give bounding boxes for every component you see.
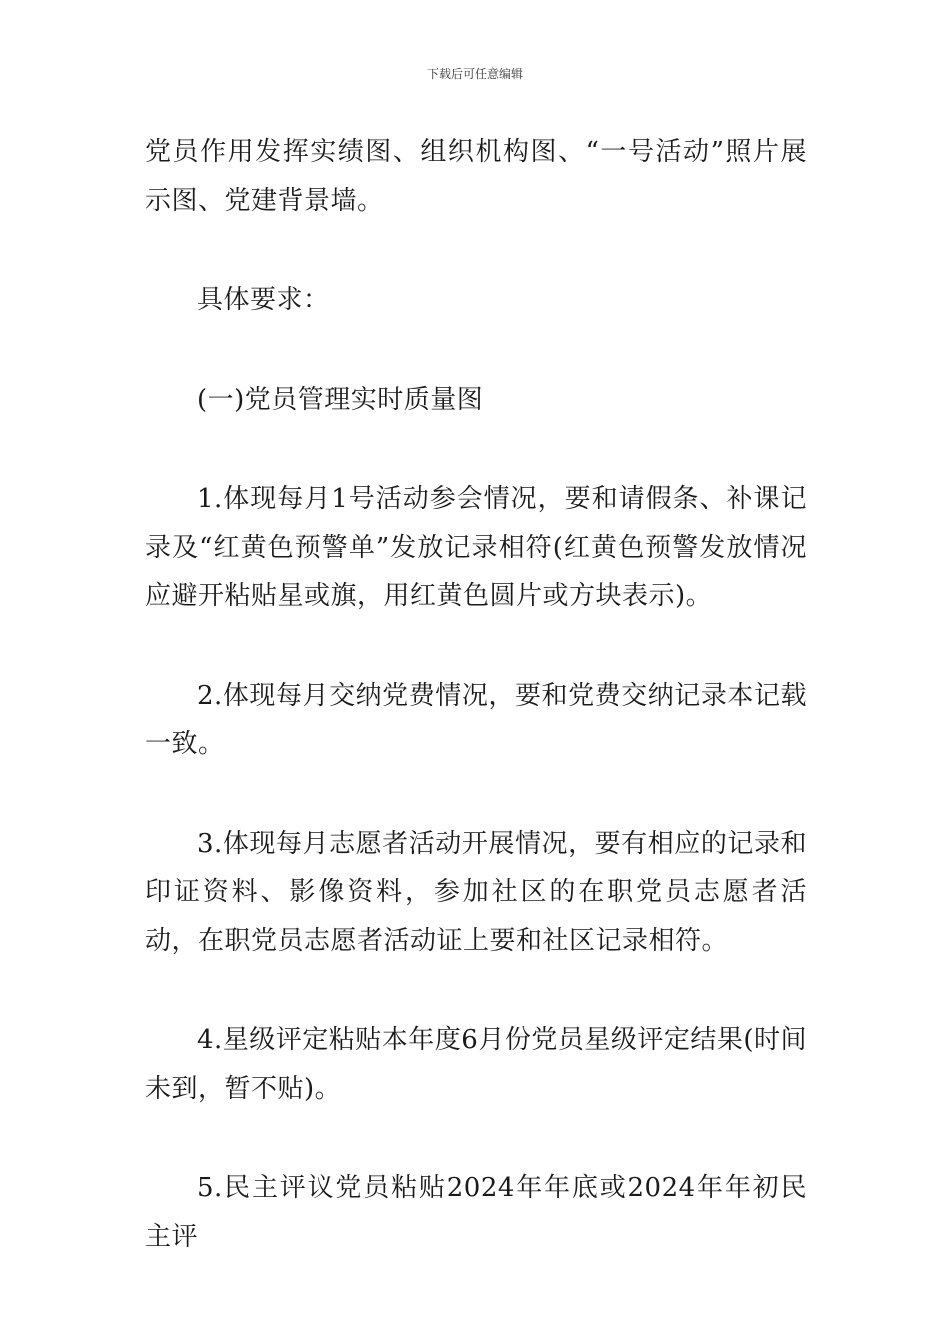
paragraph-item-3: 3.体现每月志愿者活动开展情况，要有相应的记录和印证资料、影像资料，参加社区的在职党员志愿者活动，在职党员志愿者活动证上要和社区记录相符。	[145, 828, 807, 956]
document-body	[145, 128, 807, 1312]
page-header: 下载后可任意编辑	[426, 67, 523, 81]
paragraph-intro: 党员作用发挥实绩图、组织机构图、“一号活动”照片展示图、党建背景墙。	[145, 137, 807, 216]
paragraph-item-5: 5.民主评议党员粘贴2024年年底或2024年年初民主评	[145, 1173, 807, 1252]
paragraph-item-2: 2.体现每月交纳党费情况，要和党费交纳记录本记载一致。	[145, 680, 807, 759]
paragraph-item-1: 1.体现每月1号活动参会情况，要和请假条、补课记录及“红黄色预警单”发放记录相符(红黄色预警发放情况应避开粘贴星或旗，用红黄色圆片或方块表示)。	[145, 484, 807, 611]
paragraph-item-4: 4.星级评定粘贴本年度6月份党员星级评定结果(时间未到，暂不贴)。	[145, 1025, 807, 1104]
paragraph-requirements-heading: 具体要求：	[197, 285, 330, 315]
paragraph-section-heading: (一)党员管理实时质量图	[197, 384, 484, 415]
